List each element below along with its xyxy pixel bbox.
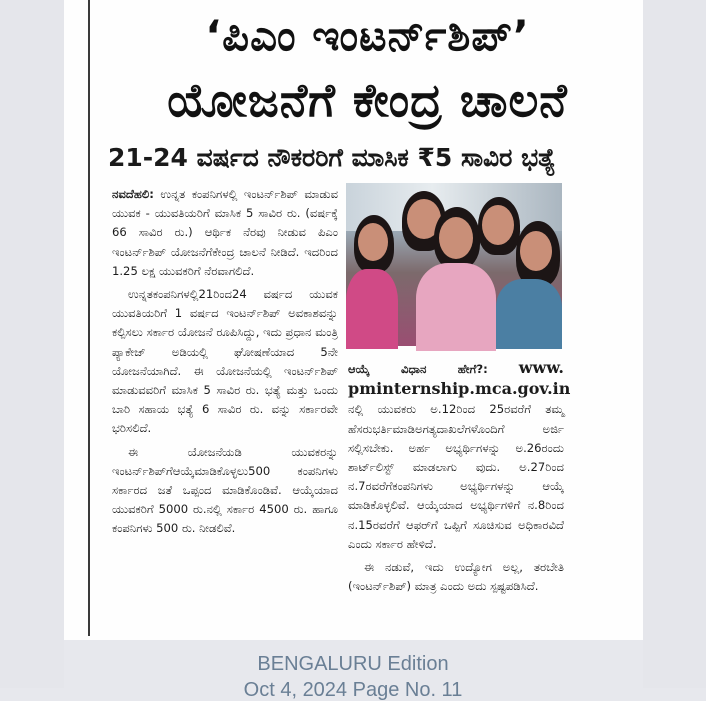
article-column-2: [348, 358, 571, 600]
subsection-heading: ಆಯ್ಕೆ ವಿಧಾನ ಹೇಗೆ?:: [348, 362, 488, 376]
edition-label: BENGALURU Edition: [257, 653, 449, 675]
paragraph-how-to-apply-text: ನಲ್ಲಿ ಯುವಕರು ಅ.12ರಿಂದ 25ರವರೆಗೆ ತಮ್ಮ ಹೆಸರುಭರ್ತಿಮಾಡಿಅಗತ್ಯದಾಖಲೆಗಳೊಂದಿಗೆ ಅರ್ಜಿ ಸಲ್ಲಿಸಬೇಕು. ಅರ್ಹ ಅಭ್ಯರ್ಥಿಗಳನ್ನು ಅ.26ರಂದು ಶಾರ್ಟ್‌ಲಿಸ್ಟ್ ಮಾಡಲಾಗು ವುದು. ಅ.27ರಿಂದ ನ.7ರವರೆಗೆಕಂಪನಿಗಳು ಅಭ್ಯರ್ಥಿಗಳನ್ನು ಆಯ್ಕೆ ಮಾಡಿಕೊಳ್ಳಲಿವೆ. ಆಯ್ಕೆಯಾದ ಅಭ್ಯರ್ಥಿಗಳಿಗೆ ನ.8ರಿಂದ ನ.15ರವರೆಗೆ ಆಫರ್‌ಗೆ ಒಪ್ಪಿಗೆ ಸೂಚಿಸುವ ಅಧಿಕಾರವಿದೆ ಎಂದು ಸರ್ಕಾರ ಹೇಳಿದೆ.: [348, 402, 564, 551]
dateline: ನವದೆಹಲಿ:: [112, 187, 154, 201]
subheadline: 21-24 ವರ್ಷದ ನೌಕರರಿಗೆ ಮಾಸಿಕ ₹5 ಸಾವಿರ ಭತ್ಯೆ: [108, 143, 556, 172]
paragraph-how-to-apply: [348, 358, 571, 554]
left-margin: [0, 0, 64, 688]
website-url: www. pminternship.mca.gov.in: [348, 358, 571, 399]
students-celebrating-photo: [346, 183, 562, 346]
right-margin: [643, 0, 706, 688]
paragraph-1-text: ಉನ್ನತ ಕಂಪನಿಗಳಲ್ಲಿ ಇಂಟರ್ನ್‌ಶಿಪ್ ಮಾಡುವ ಯುವಕ - ಯುವತಿಯರಿಗೆ ಮಾಸಿಕ 5 ಸಾವಿರ ರು. (ವರ್ಷಕ್ಕೆ 66 ಸಾವಿರ ರು.) ಆರ್ಥಿಕ ನೆರವು ನೀಡುವ ಪಿಎಂ ಇಂಟರ್ನ್‌ಶಿಪ್ ಯೋಜನೆಗೆಕೇಂದ್ರ ಚಾಲನೆ ನೀಡಿದೆ. ಇದರಿಂದ 1.25 ಲಕ್ಷ ಯುವಕರಿಗೆ ನೆರವಾಗಲಿದೆ.: [112, 187, 339, 278]
article-column-1: [112, 185, 338, 543]
paragraph-clarification: ಈ ನಡುವೆ, ಇದು ಉದ್ಯೋಗ ಅಲ್ಲ, ತರಬೇತಿ (ಇಂಟರ್ನ್‌ಶಿಪ್) ಮಾತ್ರ ಎಂದು ಅದು ಸ್ಪಷ್ಟಪಡಿಸಿದೆ.: [348, 560, 564, 594]
date-page-label: Oct 4, 2024 Page No. 11: [243, 679, 463, 701]
headline-line-1: ‘ಪಿಎಂ ಇಂಟರ್ನ್‌ಶಿಪ್’: [205, 11, 530, 60]
column-rule: [88, 0, 90, 636]
headline-line-2: ಯೋಜನೆಗೆ ಕೇಂದ್ರ ಚಾಲನೆ: [167, 73, 568, 127]
paragraph-2: ಉನ್ನತಕಂಪನಿಗಳಲ್ಲಿ21ರಿಂದ24 ವರ್ಷದ ಯುವಕ ಯುವತಿಯರಿಗೆ 1 ವರ್ಷದ ಇಂಟರ್ನ್‌ಶಿಪ್ ಅವಕಾಶವನ್ನು ಕಲ್ಪಿಸಲು ಸರ್ಕಾರ ಯೋಜನೆ ರೂಪಿಸಿದ್ದು, ಇದು ಪ್ರಧಾನ ಮಂತ್ರಿ ಪ್ಯಾಕೇಜ್ ಅಡಿಯಲ್ಲಿ ಘೋಷಣೆಯಾದ 5ನೇ ಯೋಜನೆಯಾಗಿದೆ. ಈ ಯೋಜನೆಯಲ್ಲಿ ಇಂಟರ್ನ್‌ಶಿಪ್ ಮಾಡುವವರಿಗೆ ಮಾಸಿಕ 5 ಸಾವಿರ ರು. ಭತ್ಯೆ ಮತ್ತು ಒಂದು ಬಾರಿ ಸಹಾಯ ಭತ್ಯೆ 6 ಸಾವಿರ ರು. ವನ್ನು ಸರ್ಕಾರವೇ ಭರಿಸಲಿದೆ.: [112, 287, 338, 436]
paragraph-3: ಈ ಯೋಜನೆಯಡಿ ಯುವಕರನ್ನು ಇಂಟರ್ನ್‌ಶಿಪ್‌ಗೆಆಯ್ಕೆಮಾಡಿಕೊಳ್ಳಲು500 ಕಂಪನಿಗಳು ಸರ್ಕಾರದ ಜತೆ ಒಪ್ಪಂದ ಮಾಡಿಕೊಂಡಿವೆ. ಆಯ್ಕೆಯಾದ ಯುವಕರಿಗೆ 5000 ರು.ನಲ್ಲಿ ಸರ್ಕಾರ 4500 ರು. ಹಾಗೂ ಕಂಪನಿಗಳು 500 ರು. ನೀಡಲಿವೆ.: [112, 444, 338, 536]
paragraph-1: [112, 185, 338, 281]
